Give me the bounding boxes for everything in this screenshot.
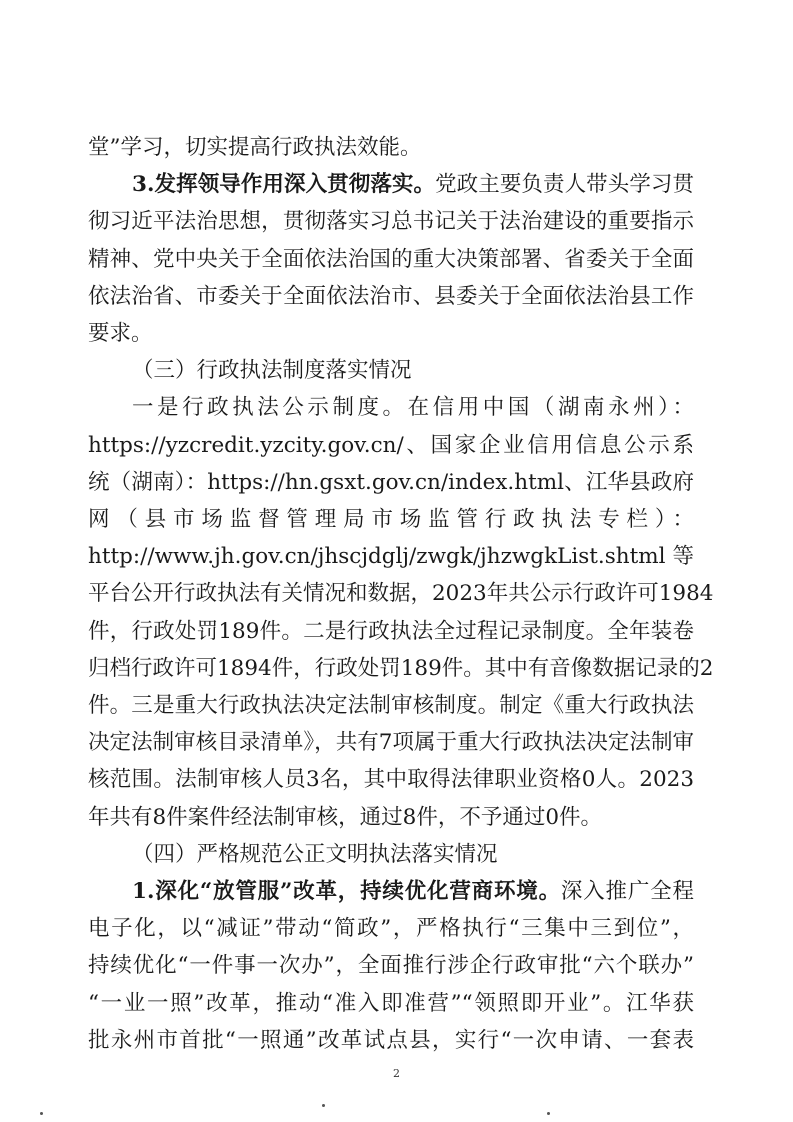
section-heading-inline: 3.发挥领导作用深入贯彻落实。 xyxy=(132,172,436,198)
section-heading: （三）行政执法制度落实情况 xyxy=(132,358,412,384)
paragraph-line: 依法治省、市委关于全面依法治市、县委关于全面依法治县工作 xyxy=(88,283,694,309)
paragraph-line: 彻习近平法治思想，贯彻落实习总书记关于法治建设的重要指示 xyxy=(88,209,694,235)
paragraph-line: 批永州市首批“一照通”改革试点县，实行“一次申请、一套表 xyxy=(88,1027,694,1053)
paragraph-text: 党政主要负责人带头学习贯 xyxy=(435,172,694,198)
page-number: 2 xyxy=(393,1067,400,1080)
paragraph-line: http://www.jh.gov.cn/jhscjdglj/zwgk/jhzwgkList.shtml 等 xyxy=(88,544,694,570)
section-heading-inline: 1.深化“放管服”改革，持续优化营商环境。 xyxy=(132,879,561,904)
section-heading: （四）严格规范公正文明执法落实情况 xyxy=(132,841,498,867)
paragraph-line: 决定法制审核目录清单》，共有7项属于重大行政执法决定法制审 xyxy=(88,730,694,756)
paragraph-line: 核范围。法制审核人员3名，其中取得法律职业资格0人。2023 xyxy=(88,767,694,793)
paragraph-line: 精神、党中央关于全面依法治国的重大决策部署、省委关于全面 xyxy=(88,246,694,272)
paragraph-line xyxy=(132,877,694,907)
scan-speck xyxy=(322,1104,325,1107)
paragraph-line: 持续优化“一件事一次办”，全面推行涉企行政审批“六个联办” xyxy=(88,953,694,979)
paragraph-text: 深入推广全程 xyxy=(560,879,694,904)
paragraph-line: 电子化，以“减证”带动“简政”，严格执行“三集中三到位”， xyxy=(88,916,694,942)
scan-speck xyxy=(547,1112,550,1115)
paragraph-line: 统（湖南）：https://hn.gsxt.gov.cn/index.html、江华县政府 xyxy=(88,469,694,495)
paragraph-line: 件。三是重大行政执法决定法制审核制度。制定《重大行政执法 xyxy=(88,693,694,718)
paragraph-line: 网（县市场监督管理局市场监管行政执法专栏）： xyxy=(88,507,694,532)
paragraph-line: 一是行政执法公示制度。在信用中国（湖南永州）： xyxy=(132,395,694,421)
paragraph-line: 年共有8件案件经法制审核，通过8件，不予通过0件。 xyxy=(88,804,603,830)
paragraph-line: “一业一照”改革，推动“准入即准营”“领照即开业”。江华获 xyxy=(88,990,694,1016)
paragraph-line: 件，行政处罚189件。二是行政执法全过程记录制度。全年装卷 xyxy=(88,618,694,644)
paragraph-line: 要求。 xyxy=(88,321,153,346)
paragraph-line xyxy=(132,170,694,200)
paragraph-line: 平台公开行政执法有关情况和数据，2023年共公示行政许可1984 xyxy=(88,581,714,607)
paragraph-line: 堂”学习，切实提高行政执法效能。 xyxy=(88,135,422,160)
paragraph-line: 归档行政许可1894件，行政处罚189件。其中有音像数据记录的2 xyxy=(88,655,714,681)
paragraph-line: https://yzcredit.yzcity.gov.cn/、国家企业信用信息公示系 xyxy=(88,432,694,458)
scan-speck xyxy=(40,1112,43,1115)
